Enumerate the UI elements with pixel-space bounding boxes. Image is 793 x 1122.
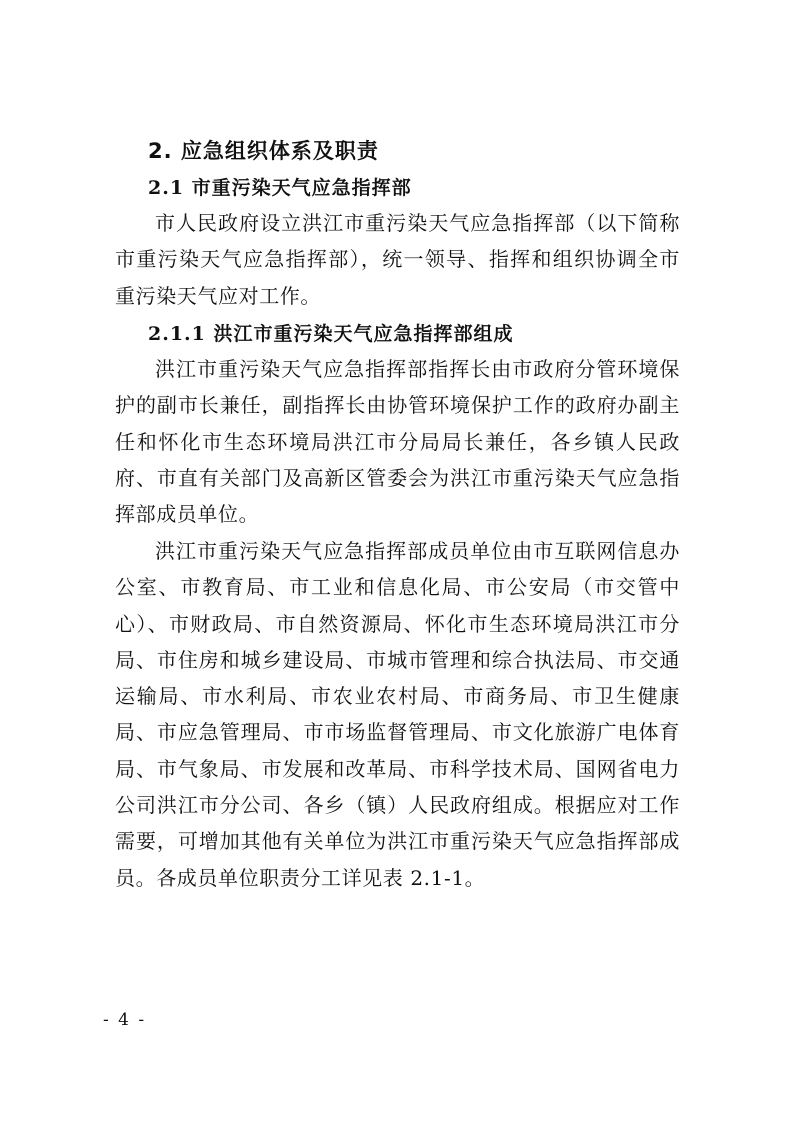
section-heading: 2. 应急组织体系及职责: [148, 139, 379, 163]
subsection-heading: 2.1 市重污染天气应急指挥部: [148, 177, 412, 199]
page-number: - 4 -: [103, 1010, 147, 1030]
paragraph-member-units: 洪江市重污染天气应急指挥部成员单位由市互联网信息办公室、市教育局、市工业和信息化局、市公安局（市交管中心）、市财政局、市自然资源局、怀化市生态环境局洪江市分局、市住房和城乡建设局、市城市管理和综合执法局、市交通运输局、市水利局、市农业农村局、市商务局、市卫生健康局、市应急管理局、市市场监督管理局、市文化旅游广电体育局、市气象局、市发展和改革局、市科学技术局、国网省电力公司洪江市分公司、各乡（镇）人民政府组成。根据应对工作需要，可增加其他有关单位为洪江市重污染天气应急指挥部成员。各成员单位职责分工详见表 2.1-1。: [115, 539, 680, 890]
paragraph-command-center: 市人民政府设立洪江市重污染天气应急指挥部（以下简称市重污染天气应急指挥部），统一领导、指挥和组织协调全市重污染天气应对工作。: [115, 211, 680, 308]
subsubsection-heading: 2.1.1 洪江市重污染天气应急指挥部组成: [148, 323, 514, 345]
paragraph-composition: 洪江市重污染天气应急指挥部指挥长由市政府分管环境保护的副市长兼任，副指挥长由协管环境保护工作的政府办副主任和怀化市生态环境局洪江市分局局长兼任，各乡镇人民政府、市直有关部门及高新区管委会为洪江市重污染天气应急指挥部成员单位。: [115, 357, 680, 527]
